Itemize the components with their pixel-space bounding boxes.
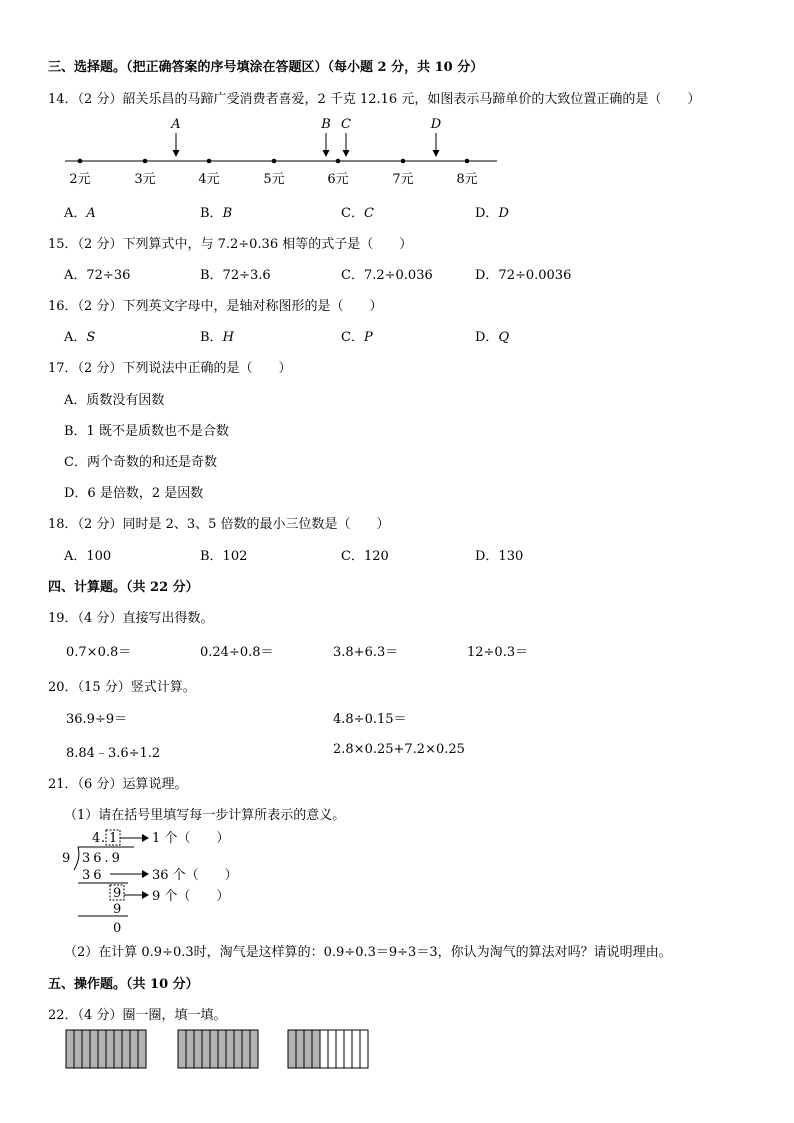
grid-cell-shaded [106,1030,114,1068]
grid-cell-shaded [234,1030,242,1068]
tick-dot-3 [143,159,148,164]
grid-cell-empty [336,1030,344,1068]
q17-option-a[interactable]: A．质数没有因数 [64,393,165,408]
q17-option-b[interactable]: B．1 既不是质数也不是合数 [64,424,229,439]
grid-cell-shaded [178,1030,186,1068]
q20-item-4: 2.8×0.25+7.2×0.25 [333,742,465,757]
arrow-3-head [142,891,149,899]
section-4-title: 四、计算题。（共 22 分） [48,580,199,595]
divisor: 9 [62,851,71,866]
q17-option-c[interactable]: C．两个奇数的和还是奇数 [64,455,217,470]
final-remainder: 0 [113,921,122,936]
question-20: 20．（15 分）竖式计算。 [48,680,196,695]
arrow-1-head [142,834,149,842]
q15-option-d[interactable]: D．72÷0.0036 [475,268,572,283]
arrow-d-head [433,150,440,157]
grid-cell-shaded [114,1030,122,1068]
tick-dot-7 [401,159,406,164]
question-16: 16．（2 分）下列英文字母中，是轴对称图形的是（ ） [48,299,383,314]
grid-cell-shaded [250,1030,258,1068]
arrow-b-head [323,150,330,157]
dividend: 36.9 [82,851,123,866]
grid-cell-shaded [98,1030,106,1068]
section-5-title: 五、操作题。（共 10 分） [48,977,199,992]
q18-option-c[interactable]: C．120 [341,549,389,564]
grid-cell-empty [344,1030,352,1068]
quotient-box-digit: 1 [109,831,118,846]
q14-option-a[interactable]: A．A [64,206,96,221]
grid-cell-shaded [66,1030,74,1068]
tick-dot-2 [78,159,83,164]
grid-cell-empty [352,1030,360,1068]
tick-label: 7元 [392,172,414,187]
grid-cell-shaded [210,1030,218,1068]
arrow-1-label: 1 个（ ） [152,831,230,846]
grid-cell-shaded [74,1030,82,1068]
q21-part-2: （2）在计算 0.9÷0.3时，淘气是这样算的：0.9÷0.3＝9÷3＝3，你认为淘气的算法对吗？请说明理由。 [64,945,672,960]
q20-item-3: 8.84﹣3.6÷1.2 [66,746,161,761]
arrow-3-label: 9 个（ ） [152,889,230,904]
q15-option-c[interactable]: C．7.2÷0.036 [341,268,433,283]
q21-part-1: （1）请在括号里填写每一步计算所表示的意义。 [64,808,346,823]
grid-cell-shaded [296,1030,304,1068]
q16-option-c[interactable]: C．P [341,330,373,345]
tick-label: 8元 [456,172,478,187]
q16-option-d[interactable]: D．Q [475,330,510,345]
tick-dot-8 [465,159,470,164]
q18-option-b[interactable]: B．102 [200,549,248,564]
grid-cell-shaded [202,1030,210,1068]
grid-cell-empty [360,1030,368,1068]
grid-3 [288,1030,368,1068]
grid-cell-shaded [138,1030,146,1068]
question-22: 22．（4 分）圈一圈，填一填。 [48,1008,227,1023]
tick-label: 2元 [69,172,91,187]
grid-cell-shaded [242,1030,250,1068]
question-14: 14．（2 分）韶关乐昌的马蹄广受消费者喜爱，2 千克 12.16 元，如图表示马蹄单价的大致位置正确的是（ ） [48,92,701,107]
q20-item-2: 4.8÷0.15＝ [333,712,407,727]
q15-option-b[interactable]: B．72÷3.6 [200,268,271,283]
remainder-digit: 9 [113,886,122,901]
tick-dot-5 [272,159,277,164]
q19-item-1: 0.7×0.8＝ [66,645,132,660]
q18-option-a[interactable]: A．100 [64,549,112,564]
q19-item-4: 12÷0.3＝ [467,645,529,660]
tick-dot-4 [207,159,212,164]
arrow-d-label: D [430,117,442,132]
grid-1 [66,1030,146,1068]
quotient-integer: 4 [92,831,101,846]
tick-label: 6元 [327,172,349,187]
tick-label: 4元 [198,172,220,187]
grid-cell-shaded [186,1030,194,1068]
arrow-c-head [343,150,350,157]
quotient-point: . [101,831,106,846]
step-1-product: 36 [82,868,105,883]
division-bracket [74,847,79,870]
q15-option-a[interactable]: A．72÷36 [64,268,131,283]
grid-2 [178,1030,258,1068]
arrow-a-head [173,150,180,157]
q14-option-c[interactable]: C．C [341,206,374,221]
grid-cell-shaded [82,1030,90,1068]
grid-cell-empty [328,1030,336,1068]
q18-option-d[interactable]: D．130 [475,549,524,564]
question-21: 21．（6 分）运算说理。 [48,777,188,792]
arrow-b-label: B [321,117,331,132]
arrow-c-label: C [341,117,351,132]
grid-cell-shaded [122,1030,130,1068]
arrow-2-label: 36 个（ ） [152,868,238,883]
arrow-a-label: A [171,117,181,132]
question-15: 15．（2 分）下列算式中，与 7.2÷0.36 相等的式子是（ ） [48,237,413,252]
tick-label: 5元 [263,172,285,187]
number-line [60,112,530,192]
q19-item-3: 3.8+6.3＝ [333,645,399,660]
grid-cell-shaded [288,1030,296,1068]
q17-option-d[interactable]: D．6 是倍数，2 是因数 [64,486,204,501]
q14-option-b[interactable]: B．B [200,206,233,221]
grid-cell-shaded [218,1030,226,1068]
q16-option-a[interactable]: A．S [64,330,96,345]
grid-cell-shaded [312,1030,320,1068]
tick-label: 3元 [134,172,156,187]
q19-item-2: 0.24÷0.8＝ [200,645,274,660]
q20-item-1: 36.9÷9＝ [66,712,128,727]
arrow-2-head [142,870,149,878]
step-2-product: 9 [113,902,122,917]
fraction-grids [64,1028,424,1070]
section-3-title: 三、选择题。（把正确答案的序号填涂在答题区）（每小题 2 分，共 10 分） [48,60,484,75]
question-17: 17．（2 分）下列说法中正确的是（ ） [48,361,292,376]
grid-cell-shaded [194,1030,202,1068]
question-19: 19．（4 分）直接写出得数。 [48,611,214,626]
q16-option-b[interactable]: B．H [200,330,234,345]
grid-cell-empty [320,1030,328,1068]
grid-cell-shaded [226,1030,234,1068]
grid-cell-shaded [90,1030,98,1068]
grid-cell-shaded [130,1030,138,1068]
grid-cell-shaded [304,1030,312,1068]
long-division [58,826,308,936]
tick-dot-6 [336,159,341,164]
question-18: 18．（2 分）同时是 2、3、5 倍数的最小三位数是（ ） [48,517,390,532]
q14-option-d[interactable]: D．D [475,206,509,221]
